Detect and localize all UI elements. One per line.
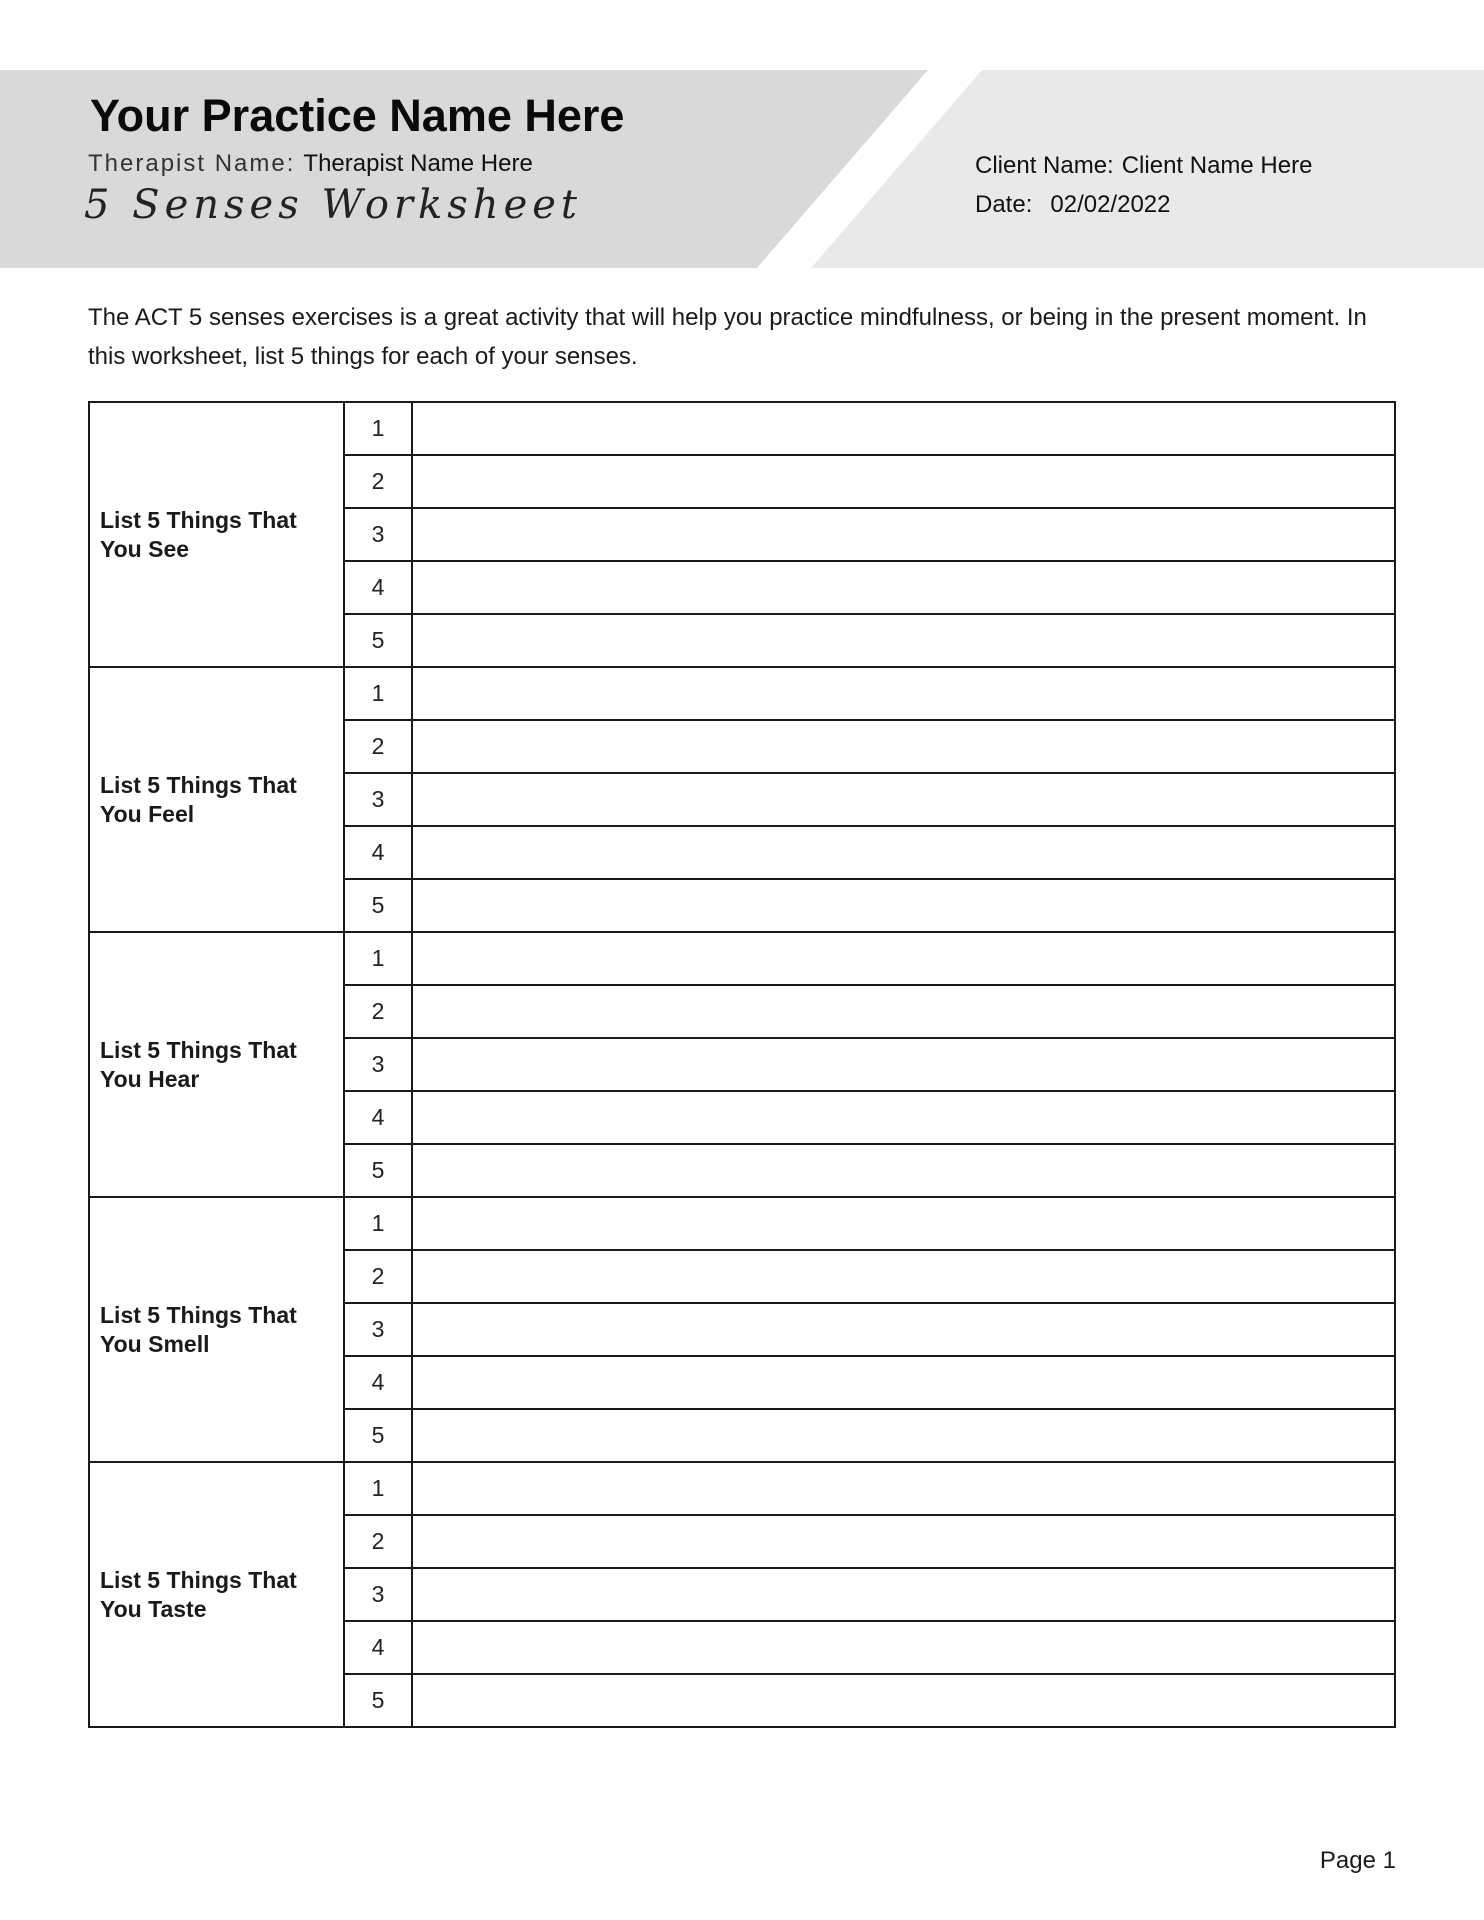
date-field[interactable]: 02/02/2022	[1050, 191, 1171, 218]
row-number: 2	[344, 720, 412, 773]
row-number: 4	[344, 1356, 412, 1409]
answer-field[interactable]	[412, 1568, 1395, 1621]
senses-table	[88, 401, 1396, 1728]
row-number: 5	[344, 614, 412, 667]
row-number: 2	[344, 985, 412, 1038]
client-name-field[interactable]: Client Name Here	[1121, 152, 1313, 179]
row-number: 5	[344, 879, 412, 932]
sense-label: List 5 Things That You Feel	[89, 667, 344, 932]
date-row	[975, 191, 1171, 219]
answer-field[interactable]	[412, 1621, 1395, 1674]
answer-field[interactable]	[412, 1409, 1395, 1462]
row-number: 4	[344, 561, 412, 614]
answer-field[interactable]	[412, 1462, 1395, 1515]
row-number: 1	[344, 1462, 412, 1515]
row-number: 1	[344, 667, 412, 720]
table-row	[89, 932, 1395, 985]
row-number: 4	[344, 826, 412, 879]
intro-paragraph: The ACT 5 senses exercises is a great activity that will help you practice mindfulness, or being in the present moment. In this worksheet, list 5 things for each of your senses.	[88, 304, 1367, 370]
answer-field[interactable]	[412, 402, 1395, 455]
row-number: 4	[344, 1091, 412, 1144]
sense-label: List 5 Things That You Hear	[89, 932, 344, 1197]
row-number: 5	[344, 1409, 412, 1462]
answer-field[interactable]	[412, 985, 1395, 1038]
answer-field[interactable]	[412, 720, 1395, 773]
row-number: 1	[344, 932, 412, 985]
answer-field[interactable]	[412, 1515, 1395, 1568]
answer-field[interactable]	[412, 1356, 1395, 1409]
answer-field[interactable]	[412, 508, 1395, 561]
table-row	[89, 402, 1395, 455]
row-number: 2	[344, 455, 412, 508]
sense-label: List 5 Things That You Smell	[89, 1197, 344, 1462]
row-number: 2	[344, 1250, 412, 1303]
practice-name: Your Practice Name Here	[90, 90, 625, 141]
client-label: Client Name:	[975, 152, 1114, 179]
therapist-label: Therapist Name:	[88, 150, 296, 177]
answer-field[interactable]	[412, 667, 1395, 720]
answer-field[interactable]	[412, 1197, 1395, 1250]
answer-field[interactable]	[412, 614, 1395, 667]
therapist-row	[88, 150, 533, 178]
answer-field[interactable]	[412, 561, 1395, 614]
answer-field[interactable]	[412, 1674, 1395, 1727]
answer-field[interactable]	[412, 879, 1395, 932]
row-number: 3	[344, 1568, 412, 1621]
worksheet-title: 5 Senses Worksheet	[84, 182, 582, 228]
sense-label: List 5 Things That You See	[89, 402, 344, 667]
client-row	[975, 152, 1312, 180]
page-number: Page 1	[1319, 1847, 1396, 1874]
answer-field[interactable]	[412, 1038, 1395, 1091]
row-number: 3	[344, 773, 412, 826]
row-number: 5	[344, 1144, 412, 1197]
table-row	[89, 1197, 1395, 1250]
answer-field[interactable]	[412, 932, 1395, 985]
row-number: 2	[344, 1515, 412, 1568]
row-number: 3	[344, 508, 412, 561]
row-number: 4	[344, 1621, 412, 1674]
row-number: 3	[344, 1038, 412, 1091]
row-number: 1	[344, 402, 412, 455]
table-row	[89, 667, 1395, 720]
table-row	[89, 1462, 1395, 1515]
answer-field[interactable]	[412, 1303, 1395, 1356]
answer-field[interactable]	[412, 1250, 1395, 1303]
answer-field[interactable]	[412, 826, 1395, 879]
row-number: 3	[344, 1303, 412, 1356]
therapist-name-field[interactable]: Therapist Name Here	[303, 150, 533, 177]
answer-field[interactable]	[412, 1091, 1395, 1144]
sense-label: List 5 Things That You Taste	[89, 1462, 344, 1727]
answer-field[interactable]	[412, 455, 1395, 508]
answer-field[interactable]	[412, 773, 1395, 826]
answer-field[interactable]	[412, 1144, 1395, 1197]
row-number: 1	[344, 1197, 412, 1250]
date-label: Date:	[975, 191, 1033, 218]
row-number: 5	[344, 1674, 412, 1727]
